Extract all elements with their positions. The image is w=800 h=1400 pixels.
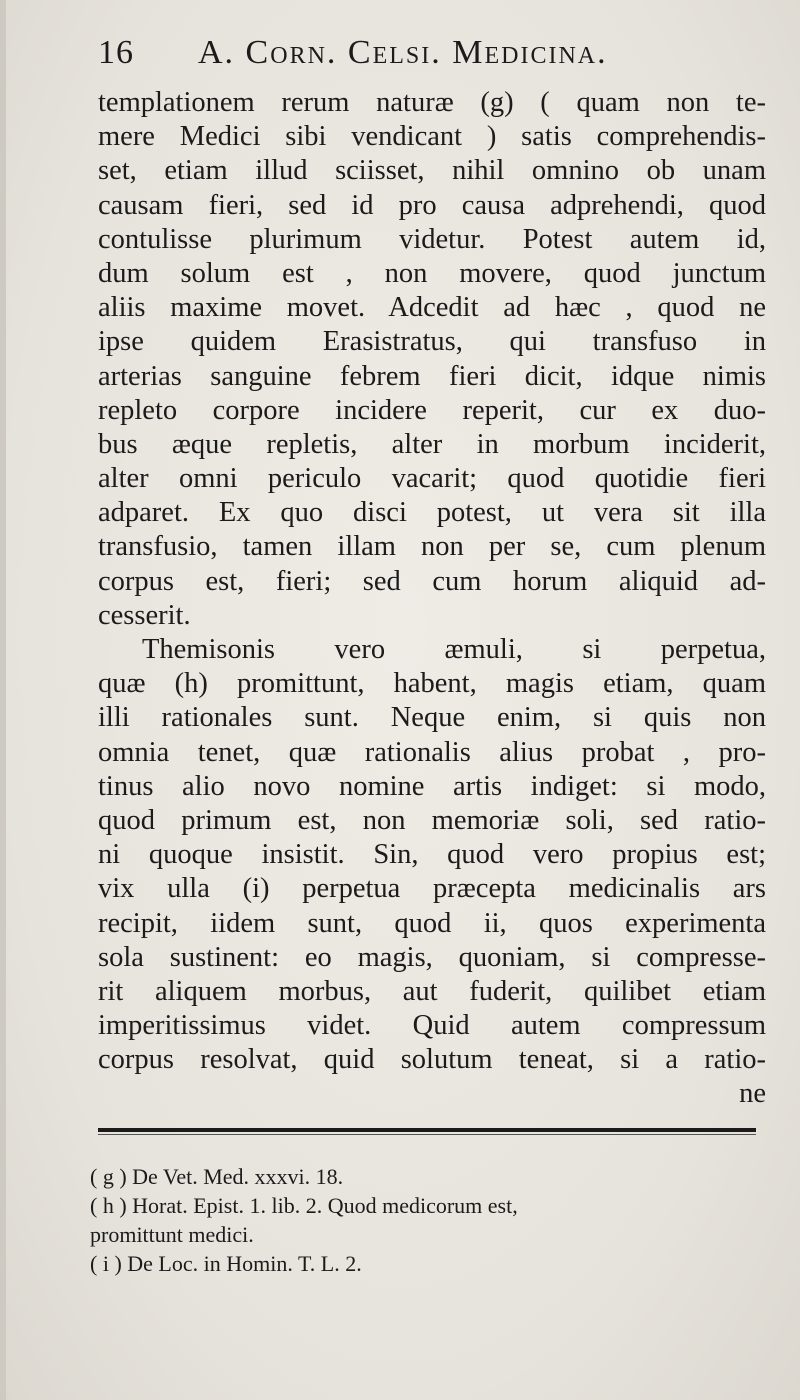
- text-line: contulisse plurimum videtur. Potest autem id,: [98, 223, 766, 255]
- footnote-h: ( h ) Horat. Epist. 1. lib. 2. Quod medicorum est,: [90, 1193, 518, 1218]
- footnote-rule-thin: [98, 1134, 756, 1135]
- text-line: quod primum est, non memoriæ soli, sed ratio-: [98, 804, 766, 836]
- text-line: sola sustinent: eo magis, quoniam, si compresse-: [98, 941, 766, 973]
- catchword: ne: [739, 1078, 766, 1110]
- text-line: recipit, iidem sunt, quod ii, quos experimenta: [98, 907, 766, 939]
- text-line: causam fieri, sed id pro causa adprehendi, quod: [98, 189, 766, 221]
- footnotes: [90, 1162, 770, 1278]
- text-line: repleto corpore incidere reperit, cur ex duo-: [98, 394, 766, 426]
- text-line: templationem rerum naturæ (g) ( quam non te-: [98, 87, 766, 118]
- text-line: rit aliquem morbus, aut fuderit, quilibet etiam: [98, 975, 766, 1007]
- page-header: [98, 34, 778, 78]
- text-line: cesserit.: [98, 599, 191, 631]
- paragraph-1: [98, 86, 766, 633]
- text-line: quæ (h) promittunt, habent, magis etiam, quam: [98, 668, 766, 700]
- text-line: aliis maxime movet. Adcedit ad hæc , quod ne: [98, 292, 766, 324]
- text-line: transfusio, tamen illam non per se, cum plenum: [98, 531, 766, 563]
- text-line: vix ulla (i) perpetua præcepta medicinalis ars: [98, 873, 766, 905]
- text-line: imperitissimus videt. Quid autem compressum: [98, 1010, 766, 1042]
- footnote-g: ( g ) De Vet. Med. xxxvi. 18.: [90, 1164, 344, 1189]
- text-line: dum solum est , non movere, quod junctum: [98, 257, 766, 289]
- paragraph-2: [98, 633, 766, 1112]
- footnote-rule: [98, 1128, 756, 1132]
- text-line: corpus est, fieri; sed cum horum aliquid ad-: [98, 565, 766, 597]
- main-text: [98, 86, 766, 1112]
- text-line: corpus resolvat, quid solutum teneat, si a ratio-: [98, 1044, 766, 1076]
- page-edge-shadow: [0, 0, 6, 1400]
- text-line: ni quoque insistit. Sin, quod vero propius est;: [98, 839, 766, 871]
- text-line: set, etiam illud sciisset, nihil omnino ob unam: [98, 155, 766, 187]
- footnote-i: ( i ) De Loc. in Homin. T. L. 2.: [90, 1251, 362, 1276]
- text-line: adparet. Ex quo disci potest, ut vera sit illa: [98, 497, 766, 529]
- text-line: omnia tenet, quæ rationalis alius probat , pro-: [98, 736, 766, 768]
- text-line: arterias sanguine febrem fieri dicit, idque nimis: [98, 360, 766, 392]
- text-line: mere Medici sibi vendicant ) satis comprehendis-: [98, 121, 766, 153]
- footnote-h-continued: promittunt medici.: [90, 1222, 254, 1247]
- text-line: alter omni periculo vacarit; quod quotidie fieri: [98, 463, 766, 495]
- page-number: 16: [98, 34, 134, 71]
- text-line: ipse quidem Erasistratus, qui transfuso in: [98, 326, 766, 358]
- text-line: Themisonis vero æmuli, si perpetua,: [142, 634, 766, 665]
- running-title: A. Corn. Celsi. Medicina.: [198, 34, 608, 71]
- text-line: illi rationales sunt. Neque enim, si quis non: [98, 702, 766, 734]
- text-line: tinus alio novo nomine artis indiget: si modo,: [98, 770, 766, 802]
- text-line: bus æque repletis, alter in morbum inciderit,: [98, 428, 766, 460]
